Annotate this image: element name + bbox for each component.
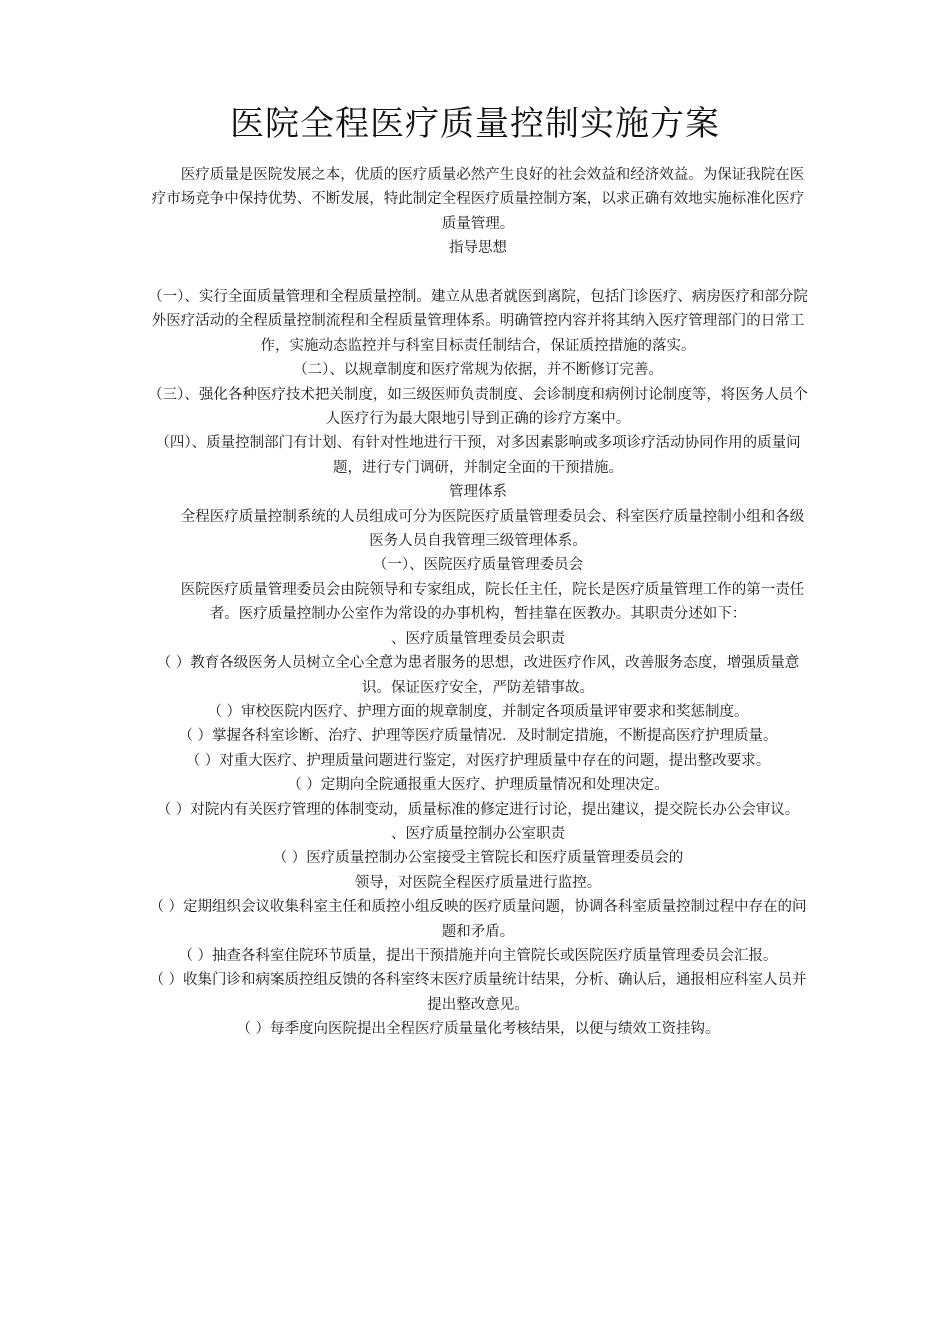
committee-duties-heading: 、医疗质量管理委员会职责 [391, 630, 565, 647]
committee-duty-item: （ ）审校医院内医疗、护理方面的规章制度，并制定各项质量评审要求和奖惩制度。 [207, 703, 749, 720]
office-duty-item: （ ）收集门诊和病案质控组反馈的各科室终末医疗质量统计结果，分析、确认后，通报相应科室人员并提出整改意见。 [149, 972, 807, 1013]
office-duties-heading: 、医疗质量控制办公室职责 [391, 825, 565, 842]
committee-duty-item: （ ）定期向全院通报重大医疗、护理质量情况和处理决定。 [287, 777, 669, 794]
document-body [146, 163, 810, 1042]
committee-duty-item: （ ）掌握各科室诊断、治疗、护理等医疗质量情况．及时制定措施，不断提高医疗护理质量。 [178, 728, 778, 745]
blank-line [146, 261, 810, 285]
committee-duty-item: （ ）对院内有关医疗管理的体制变动，质量标准的修定进行讨论，提出建议，提交院长办公会审议。 [156, 801, 800, 818]
office-duty-item: （ ）医疗质量控制办公室接受主管院长和医疗质量管理委员会的 [272, 850, 684, 867]
management-system-paragraph: 全程医疗质量控制系统的人员组成可分为医院医疗质量管理委员会、科室医疗质量控制小组和各级医务人员自我管理三级管理体系。 [180, 508, 805, 550]
committee-paragraph: 医院医疗质量管理委员会由院领导和专家组成，院长任主任，院长是医疗质量管理工作的第一责任者。医疗质量控制办公室作为常设的办事机构，暂挂靠在医教办。其职责分述如下： [180, 581, 805, 623]
committee-duty-item: （ ）教育各级医务人员树立全心全意为患者服务的思想，改进医疗作风，改善服务态度，增强质量意识。保证医疗安全，严防差错事故。 [156, 655, 800, 696]
guiding-item-2: （二）、以规章制度和医疗常规为依据，并不断修订完善。 [293, 362, 663, 379]
guiding-item-3: （三）、强化各种医疗技术把关制度，如三级医师负责制度、会诊制度和病例讨论制度等，将医务人员个人医疗行为最大限地引导到正确的诊疗方案中。 [148, 386, 808, 428]
office-duty-item: （ ）每季度向医院提出全程医疗质量量化考核结果，以便与绩效工资挂钩。 [236, 1021, 720, 1038]
section-heading-guiding-ideas: 指导思想 [449, 240, 507, 257]
office-duty-item-continuation: 领导，对医院全程医疗质量进行监控。 [354, 874, 602, 891]
section-heading-management-system: 管理体系 [449, 484, 507, 501]
subsection-heading-committee: （一）、医院医疗质量管理委员会 [372, 557, 584, 574]
office-duty-item: （ ）定期组织会议收集科室主任和质控小组反映的医疗质量问题，协调各科室质量控制过程中存在的问题和矛盾。 [149, 899, 807, 940]
committee-duty-item: （ ）对重大医疗、护理质量问题进行鉴定，对医疗护理质量中存在的问题，提出整改要求。 [185, 752, 771, 769]
guiding-item-1: （一）、实行全面质量管理和全程质量控制。建立从患者就医到离院，包括门诊医疗、病房医疗和部分院外医疗活动的全程质量控制流程和全程质量管理体系。明确管控内容并将其纳入医疗管理部门的日常工作，实施动态监控并与科室目标责任制结合，保证质控措施的落实。 [148, 289, 808, 354]
guiding-item-4: （四）、质量控制部门有计划、有针对性地进行干预，对多因素影响或多项诊疗活动协同作用的质量问题，进行专门调研，并制定全面的干预措施。 [155, 435, 801, 476]
intro-paragraph: 医疗质量是医院发展之本，优质的医疗质量必然产生良好的社会效益和经济效益。为保证我院在医疗市场竞争中保持优势、不断发展，特此制定全程医疗质量控制方案，以求正确有效地实施标准化医疗质量管理。 [151, 167, 805, 232]
office-duty-item: （ ）抽查各科室住院环节质量，提出干预措施并向主管院长或医院医疗质量管理委员会汇报。 [178, 947, 778, 964]
document-title: 医院全程医疗质量控制实施方案 [230, 104, 720, 144]
